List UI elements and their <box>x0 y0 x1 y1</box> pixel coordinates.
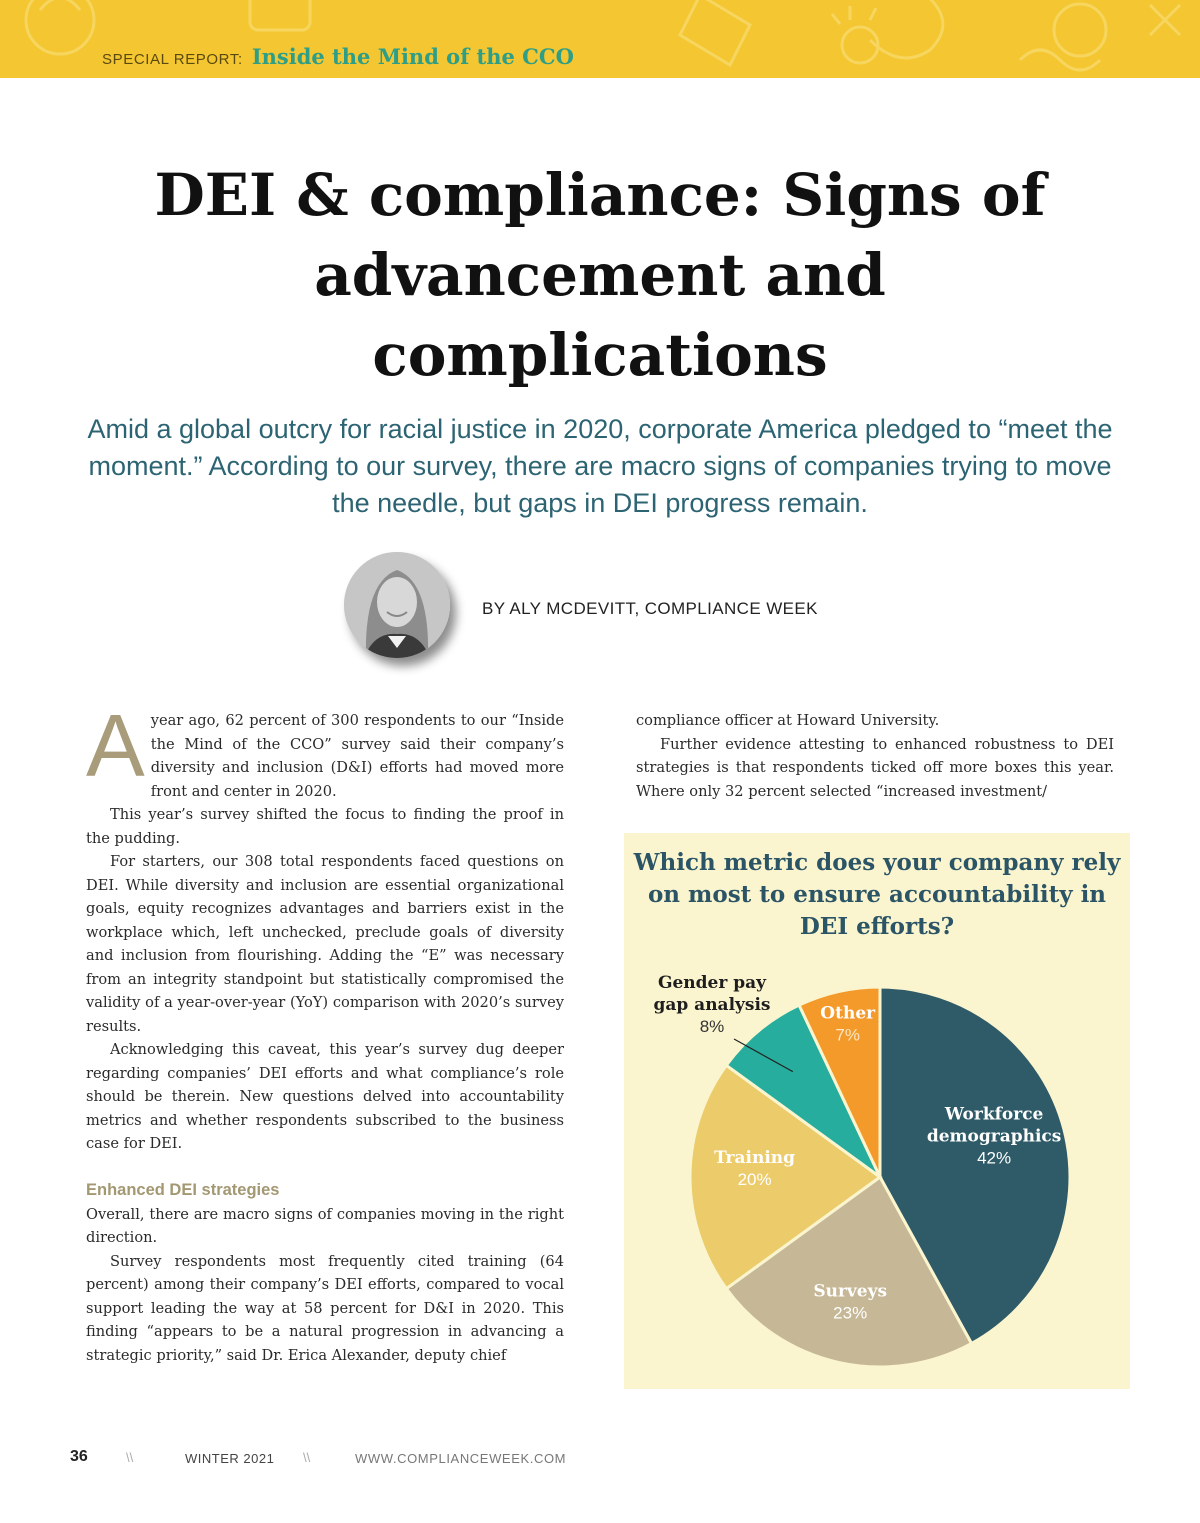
byline: BY ALY MCDEVITT, COMPLIANCE WEEK <box>482 599 818 618</box>
pie-label-name: gap analysis <box>653 995 771 1015</box>
header-band <box>0 0 1200 78</box>
pie-label-name: Other <box>820 1003 876 1024</box>
pie-label-value: 8% <box>699 1017 725 1036</box>
article-subtitle: Amid a global outcry for racial justice in 2020, corporate America pledged to “meet the moment.” According to our survey, there are macro signs of companies trying to move the needle, but gaps in DEI progress remain. <box>87 414 1113 518</box>
footer-separator: \\ <box>126 1450 134 1465</box>
header-prefix: SPECIAL REPORT: <box>102 51 243 68</box>
chart-panel <box>624 833 1130 1389</box>
header-section-label <box>102 44 574 69</box>
pie-label-value: 42% <box>977 1148 1012 1168</box>
article-column-left <box>86 696 564 1367</box>
footer-separator: \\ <box>303 1450 311 1465</box>
article-title: DEI & compliance: Signs of advancement and complications <box>154 161 1046 389</box>
paragraph-7: compliance officer at Howard University. <box>636 712 940 729</box>
header-report-title: Inside the Mind of the CCO <box>251 44 574 69</box>
page-number: 36 <box>70 1448 88 1465</box>
paragraph-1 <box>86 696 564 803</box>
paragraph-6: Survey respondents most frequently cited training (64 percent) among their company’s DEI efforts, compared to vocal support leading the way at 58 percent for D&I in 2020. This finding “appears to be a natural progression in advancing a strategic priority,” said Dr. Erica Alexander, deputy chief <box>86 1252 564 1364</box>
paragraph-3: For starters, our 308 total respondents faced questions on DEI. While diversity and inclusion are essential organizational goals, equity recognizes advantages and barriers exist in the workplace which, left unchecked, preclude goals of diversity and inclusion from flourishing. Adding the “E” was necessary from an integrity standpoint but statistically compromised the validity of a year-over-year (YoY) comparison with 2020’s survey results. <box>86 853 564 1035</box>
pie-label-value: 7% <box>835 1025 860 1045</box>
pie-label-name: Gender pay <box>657 973 767 993</box>
footer-website: WWW.COMPLIANCEWEEK.COM <box>355 1451 567 1466</box>
pie-label-name: demographics <box>926 1126 1062 1147</box>
pie-label-name: Surveys <box>813 1281 888 1302</box>
paragraph-8: Further evidence attesting to enhanced robustness to DEI strategies is that respondents ticked off more boxes this year. Where only 32 percent selected “increased investment/ <box>636 735 1114 800</box>
author-photo <box>344 552 450 658</box>
pie-label-name: Training <box>714 1148 796 1168</box>
paragraph-1-text: year ago, 62 percent of 300 respondents to our “Inside the Mind of the CCO” survey said their company’s diversity and inclusion (D&I) efforts had moved more front and center in 2020. <box>150 712 564 800</box>
paragraph-4: Acknowledging this caveat, this year’s survey dug deeper regarding companies’ DEI efforts and what compliance’s role should be therein. New questions delved into accountability metrics and whether respondents subscribed to the business case for DEI. <box>86 1041 564 1152</box>
chart-title: Which metric does your company rely on most to ensure accountability in DEI efforts? <box>633 849 1121 940</box>
page-footer <box>0 1448 1200 1468</box>
section-heading: Enhanced DEI strategies <box>86 1180 280 1199</box>
paragraph-5: Overall, there are macro signs of companies moving in the right direction. <box>86 1205 564 1246</box>
pie-label-gender-pay-gap-analysis <box>653 973 770 1036</box>
pie-label-value: 20% <box>737 1170 772 1189</box>
pie-label-value: 23% <box>833 1303 868 1323</box>
article-column-right <box>636 709 1114 803</box>
footer-issue: WINTER 2021 <box>185 1451 275 1466</box>
paragraph-2: This year’s survey shifted the focus to finding the proof in the pudding. <box>86 806 564 847</box>
drop-cap: A <box>86 696 145 795</box>
pie-label-name: Workforce <box>944 1104 1044 1125</box>
